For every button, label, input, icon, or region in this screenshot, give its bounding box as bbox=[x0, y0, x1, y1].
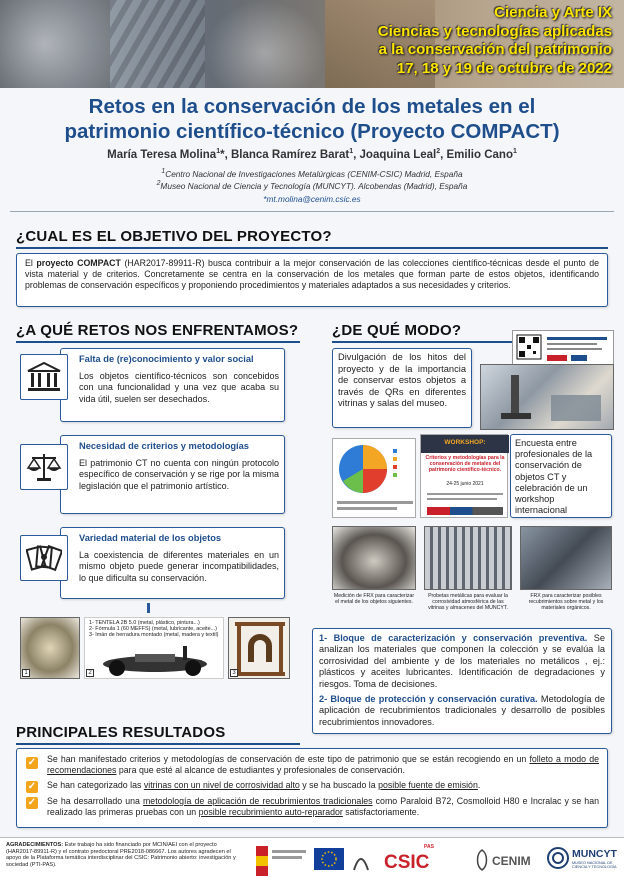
ministry-line-1 bbox=[272, 850, 306, 853]
photo-frx-1 bbox=[332, 526, 416, 590]
workshop-logos bbox=[427, 507, 503, 515]
csic-logo bbox=[384, 844, 444, 876]
csic-wordmark: CSIC bbox=[384, 852, 430, 873]
results-heading-line bbox=[16, 743, 300, 745]
results-box bbox=[16, 748, 608, 828]
photo-formula1 bbox=[84, 617, 224, 679]
muncyt-subtitle: MUSEO NACIONAL DE CIENCIA Y TECNOLOGÍA bbox=[572, 861, 617, 870]
challenge-3-title: Variedad material de los objetos bbox=[79, 533, 222, 543]
muncyt-logo bbox=[546, 844, 622, 878]
block-1 bbox=[319, 633, 605, 690]
block-2 bbox=[319, 694, 605, 728]
muncyt-wordmark: MUNCYT bbox=[572, 848, 617, 860]
check-icon: ✓ bbox=[27, 757, 37, 769]
block-1-title: 1- Bloque de caracterización y conservación preventiva. bbox=[319, 633, 588, 643]
aff-1-text: Centro Nacional de Investigaciones Metalúrgicas (CENIM-CSIC) Madrid, España bbox=[165, 168, 463, 179]
objective-project-name: proyecto COMPACT bbox=[36, 258, 121, 268]
survey-chart-panel bbox=[332, 438, 416, 518]
challenge-card-3 bbox=[60, 527, 285, 599]
magnet-image bbox=[229, 618, 291, 680]
photo-num-3: 3 bbox=[230, 669, 238, 677]
conference-dates: 17, 18 y 19 de octubre de 2022 bbox=[396, 59, 612, 77]
result-2 bbox=[47, 780, 599, 791]
result-3-link-2[interactable]: posible recubrimiento auto-reparador bbox=[198, 807, 343, 818]
pas-logo bbox=[350, 846, 372, 874]
aff-2-sup: 2 bbox=[156, 180, 161, 187]
object-1: 1- TENTELA 2B 5.0 (metal, plástico, pintura...) bbox=[89, 620, 200, 626]
challenges-heading: ¿A QUÉ RETOS NOS ENFRENTAMOS? bbox=[16, 322, 299, 339]
result-2-link-2[interactable]: posible fuente de emisión bbox=[378, 780, 478, 790]
conference-line-1: Ciencia y Arte IX bbox=[494, 4, 612, 21]
aff-2-text: Museo Nacional de Ciencia y Tecnología (MUNCYT). Alcobendas (Madrid), España bbox=[160, 180, 468, 191]
eu-stars bbox=[314, 848, 344, 870]
results-heading: PRINCIPALES RESULTADOS bbox=[16, 724, 226, 741]
author-4: Emilio Cano bbox=[446, 148, 513, 161]
author-1: María Teresa Molina bbox=[107, 148, 217, 161]
header-banner bbox=[0, 0, 624, 88]
workshop-poster bbox=[420, 434, 508, 518]
photo-coupons bbox=[424, 526, 512, 590]
result-1-link[interactable]: folleto a modo de recomendaciones bbox=[47, 754, 599, 776]
survey-box: Encuesta entre profesionales de la conservación de objetos CT y celebración de un workshop internacional bbox=[510, 434, 612, 518]
banner-photo-lab bbox=[205, 0, 325, 88]
challenge-1-title: Falta de (re)conocimiento y valor social bbox=[79, 354, 254, 364]
block-2-text: Metodología de aplicación de recubrimientos tradicionales y desarrollo de posibles recubrimientos innovadores. bbox=[319, 694, 605, 727]
challenge-3-text: La coexistencia de diferentes materiales en un mismo objeto puede generar incompatibilidades, lo que dificulta su conservación. bbox=[79, 550, 279, 583]
survey-text-line bbox=[337, 501, 413, 504]
caption-coupons: Probetas metálicas para evaluar la corrosividad atmosférica de las vitrinas y almacenes del MUNCYT. bbox=[428, 593, 508, 611]
result-2-a: Se han categorizado las bbox=[47, 780, 144, 790]
caption-frx-1: Medición de FRX para caracterizar el metal de los objetos siguientes. bbox=[333, 593, 415, 605]
workshop-text-line bbox=[427, 493, 503, 495]
objective-text: (HAR2017-89911-R) busca contribuir a la mejor conservación de las colecciones científico-técnicas desde el punto de vista material y de criterios. Concretamente se centra en la conservación de los metales que forman parte de estos objetos, identificando problemas de conservación específicos y proponiendo procedimientos y materiales adaptados a sus necesidades y criterios. bbox=[25, 258, 599, 291]
affiliation-2 bbox=[0, 180, 624, 191]
objective-heading-line bbox=[16, 247, 608, 249]
challenge-card-2 bbox=[60, 435, 285, 514]
museum-glyph bbox=[26, 361, 62, 393]
ack-text: Este trabajo ha sido financiado por MCIN/AEI con el proyecto (HAR2017-89911-R) y el contrato predoctoral PRE2018-086667. Los autores agradecen el apoyo de la Plataforma temática interdisciplinar del CSIC: Patrimonio abierto: investigación y sociedad (PTI-PAS). bbox=[6, 842, 236, 868]
conference-title bbox=[378, 4, 612, 78]
result-2-b: y se ha buscado la bbox=[299, 780, 379, 790]
object-2-text: Fórmula 1 (60 MEFFS) (metal, lubricante, aceite...) bbox=[95, 626, 217, 632]
how-heading: ¿DE QUÉ MODO? bbox=[332, 322, 462, 339]
result-1-b: para que esté al alcance de estudiantes y profesionales de conservación. bbox=[116, 765, 405, 776]
objects-photo-row bbox=[20, 617, 290, 685]
challenges-heading-line bbox=[16, 341, 300, 343]
photo-frx-2 bbox=[520, 526, 612, 590]
object-3-text: Imán de herradura montado (metal, madera y textil) bbox=[95, 632, 219, 638]
caption-frx-2: FRX para caracterizar posibles recubrimientos sobre metal y los materiales orgánicos. bbox=[528, 593, 604, 611]
arrow-down-icon bbox=[147, 603, 150, 613]
object-3: 3- Imán de herradura montado (metal, madera y textil) bbox=[89, 632, 219, 638]
result-3-b: como Paraloid B72, Cosmolloid H80 e Incralac y se han realizado las primeras pruebas con un bbox=[47, 796, 599, 818]
block-1-text: Se analizan los materiales que componen la colección y se evalúa la corrosividad del ambiente y de los materiales no metálicos , ej.: plásticos y aceites lubricantes. Identificación de degradaciones y riesgos. Toma de decisiones. bbox=[319, 633, 605, 689]
pas-label: PAS bbox=[424, 844, 434, 850]
objective-text-pre: El bbox=[25, 258, 37, 268]
museum-icon bbox=[20, 354, 68, 400]
result-2-link[interactable]: vitrinas con un nivel de corrosividad alto bbox=[143, 780, 300, 790]
object-2: 2- Fórmula 1 (60 MEFFS) (metal, lubricante, aceite...) bbox=[89, 626, 217, 632]
methods-box bbox=[312, 628, 612, 734]
result-1-a: Se han manifestado criterios y metodologías de conservación de este tipo de patrimonio que se están recogiendo en un bbox=[47, 754, 530, 764]
conference-line-3: a la conservación del patrimonio bbox=[378, 41, 612, 58]
pas-logo-glyph bbox=[350, 846, 372, 874]
title-line-2: patrimonio científico-técnico (Proyecto COMPACT) bbox=[64, 120, 560, 143]
result-3-c: satisfactoriamente. bbox=[342, 807, 420, 818]
author-4-sup: 1 bbox=[512, 148, 517, 155]
author-2: Blanca Ramírez Barat bbox=[230, 148, 350, 161]
race-car-image bbox=[95, 640, 215, 678]
objects-list bbox=[89, 620, 219, 638]
survey-text-line-2 bbox=[337, 507, 397, 510]
result-3-link[interactable]: metodología de aplicación de recubrimientos tradicionales bbox=[142, 796, 373, 806]
qr-code-icon bbox=[513, 331, 613, 365]
conference-line-2: Ciencias y tecnologías aplicadas bbox=[377, 22, 612, 40]
contact-email[interactable]: *mt.molina@cenim.csic.es bbox=[263, 194, 361, 204]
author-1-sup: 1 bbox=[216, 148, 221, 155]
check-icon: ✓ bbox=[27, 797, 37, 809]
result-3-a: Se ha desarrollado una bbox=[47, 796, 143, 806]
ministry-logo bbox=[256, 846, 308, 876]
qr-panel bbox=[512, 330, 614, 366]
cenim-glyph bbox=[474, 848, 490, 872]
footer bbox=[0, 837, 624, 882]
scales-icon bbox=[20, 444, 68, 490]
photo-num-1: 1 bbox=[22, 669, 30, 677]
challenge-card-1 bbox=[60, 348, 285, 422]
result-1 bbox=[47, 754, 599, 776]
aff-1-sup: 1 bbox=[161, 168, 166, 175]
survey-pie-chart bbox=[333, 439, 417, 499]
objective-box bbox=[16, 253, 608, 307]
eu-flag-icon bbox=[314, 848, 344, 870]
microscope-image bbox=[481, 365, 615, 431]
workshop-date: 24-25 junio 2021 bbox=[446, 481, 484, 487]
ministry-line-2 bbox=[272, 856, 302, 859]
author-3-sup: 2 bbox=[436, 148, 441, 155]
result-3 bbox=[47, 796, 599, 818]
challenge-2-title: Necesidad de criterios y metodologías bbox=[79, 441, 249, 451]
result-2-c: . bbox=[477, 780, 481, 790]
banner-photo-xray bbox=[0, 0, 110, 88]
divulgation-box: Divulgación de los hitos del proyecto y de la importancia de conservar estos objetos a través de QRs en diferentes vitrinas y salas del museo. bbox=[332, 348, 472, 428]
materials-icon bbox=[20, 535, 68, 581]
title-line-1: Retos en la conservación de los metales en el bbox=[88, 95, 536, 118]
poster-title bbox=[0, 94, 624, 144]
workshop-title: Criterios y metodologías para la conservación de metales del patrimonio científico-técnico. bbox=[425, 455, 505, 473]
check-icon: ✓ bbox=[27, 781, 37, 793]
header-divider bbox=[10, 211, 614, 212]
challenge-1-text: Los objetos científico-técnicos son concebidos con una funcionalidad y una vez que acaba su vida útil, suelen ser desechados. bbox=[79, 371, 279, 404]
acknowledgements bbox=[6, 842, 246, 868]
authors: María Teresa Molina$^1$*, Blanca Ramírez Barat$^1$, Joaquina Leal$^2$, Emilio Cano$^1$ bbox=[107, 148, 517, 161]
object-1-text: TENTELA 2B 5.0 (metal, plástico, pintura...) bbox=[95, 620, 200, 626]
banner-photo-blue bbox=[110, 0, 205, 88]
ack-label: AGRADECIMIENTOS: bbox=[6, 842, 64, 848]
workshop-label: WORKSHOP: bbox=[444, 439, 486, 446]
block-2-title: 2- Bloque de protección y conservación curativa. bbox=[319, 694, 538, 705]
photo-num-2: 2 bbox=[86, 669, 94, 677]
author-1-star: * bbox=[220, 148, 225, 161]
photo-museum-hall bbox=[480, 364, 614, 430]
workshop-text-line-2 bbox=[427, 498, 497, 500]
muncyt-glyph bbox=[546, 846, 570, 870]
author-2-sup: 1 bbox=[349, 148, 354, 155]
author-3: Joaquina Leal bbox=[359, 148, 437, 161]
objective-heading: ¿CUAL ES EL OBJETIVO DEL PROYECTO? bbox=[16, 228, 332, 245]
cenim-logo bbox=[474, 848, 540, 876]
cenim-wordmark: CENIM bbox=[492, 854, 531, 868]
ministry-flag bbox=[256, 846, 268, 876]
challenge-2-text: El patrimonio CT no cuenta con ningún protocolo específico de conservación y se rige por la misma legislación que el patrimonio artístico. bbox=[79, 458, 279, 491]
scales-glyph bbox=[26, 450, 62, 484]
affiliation-1 bbox=[0, 168, 624, 179]
materials-glyph bbox=[26, 542, 62, 574]
